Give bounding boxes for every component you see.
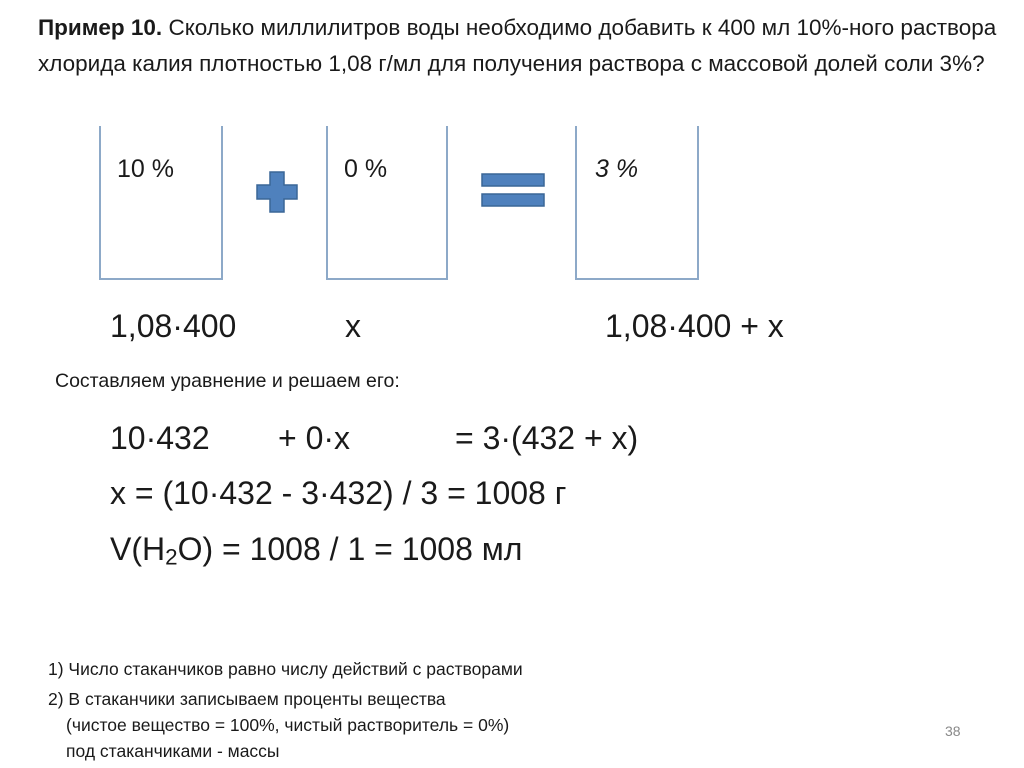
beaker-3: [575, 126, 699, 280]
note-4: под стаканчиками - массы: [66, 741, 280, 761]
beaker-2: [326, 126, 448, 280]
equals-icon: [480, 172, 546, 208]
beaker-3-label: 3 %: [595, 155, 639, 183]
note-1: 1) Число стаканчиков равно числу действий с растворами: [48, 659, 523, 679]
note-3: (чистое вещество = 100%, чистый растворитель = 0%): [66, 715, 510, 735]
equation-line-1-part-c: = 3·(432 + x): [455, 420, 639, 456]
equation-line-2: x = (10·432 - 3·432) / 3 = 1008 г: [110, 475, 567, 511]
beaker-1: [99, 126, 223, 280]
equation-line-3-pre: V(H: [110, 531, 166, 567]
equation-line-3: [110, 531, 522, 570]
beaker-2-label: 0 %: [344, 155, 388, 183]
beaker-3-mass: 1,08·400 + x: [605, 308, 784, 344]
problem-statement: [38, 10, 998, 82]
equation-line-3-subscript: 2: [165, 544, 178, 570]
plus-icon: [255, 170, 299, 214]
equation-line-1-part-b: + 0·x: [278, 420, 351, 456]
note-2: 2) В стаканчики записываем проценты вещества: [48, 689, 446, 709]
beaker-1-mass: 1,08·400: [110, 308, 237, 344]
beaker-2-mass: x: [345, 308, 361, 344]
equation-line-3-post: O) = 1008 / 1 = 1008 мл: [177, 531, 523, 567]
page-number: 38: [945, 723, 961, 739]
solution-subtitle: Составляем уравнение и решаем его:: [55, 370, 400, 392]
beaker-1-label: 10 %: [117, 155, 174, 183]
problem-text: Сколько миллилитров воды необходимо добавить к 400 мл 10%-ного раствора хлорида калия плотностью 1,08 г/мл для получения раствора с массовой долей соли 3%?: [38, 15, 997, 76]
problem-title: Пример 10.: [38, 15, 163, 40]
equation-line-1-part-a: 10·432: [110, 420, 210, 456]
